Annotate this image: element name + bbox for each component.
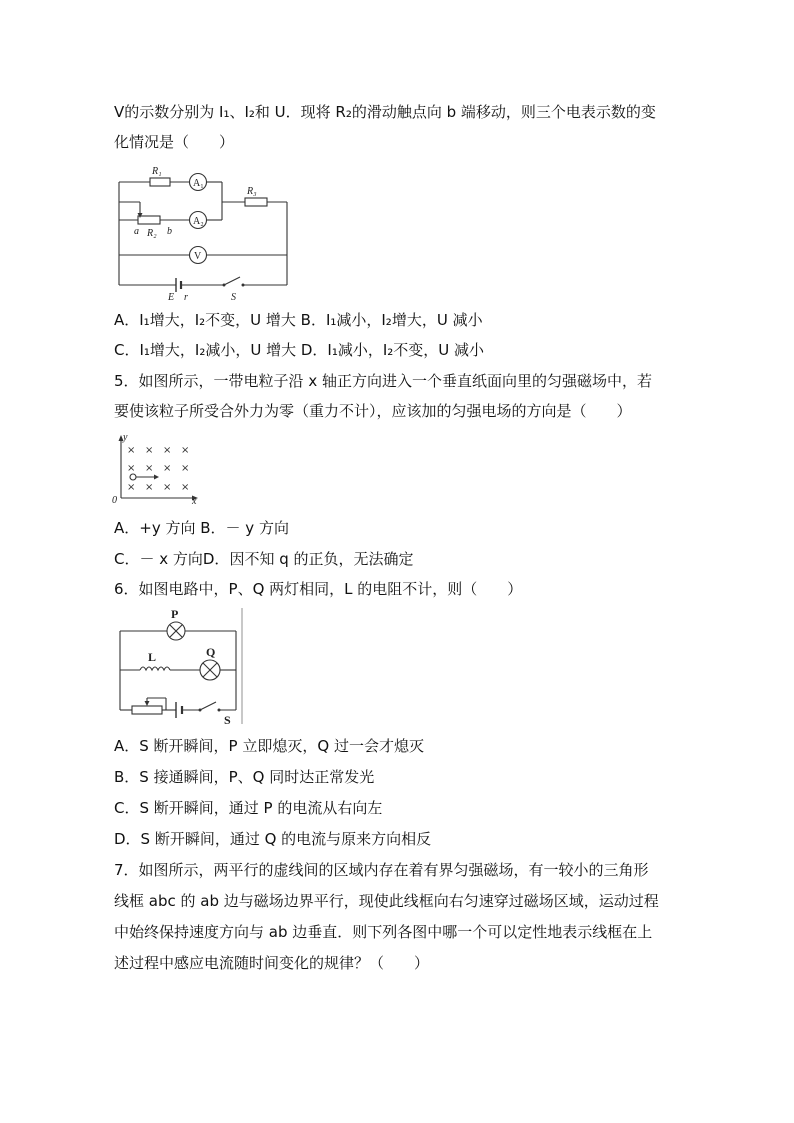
q5-options-line-1: A．+y 方向 B．－ y 方向	[114, 519, 289, 537]
q6-option-b: B．S 接通瞬间，P、Q 同时达正常发光	[114, 768, 375, 786]
q5-text-line-2: 要使该粒子所受合外力为零（重力不计），应该加的匀强电场的方向是（ ）	[114, 402, 632, 420]
label-a2: A₂	[193, 216, 204, 227]
q6-option-c: C．S 断开瞬间，通过 P 的电流从右向左	[114, 799, 383, 817]
label-b: b	[167, 226, 172, 237]
origin-label: 0	[112, 495, 117, 504]
label-a: a	[134, 226, 139, 237]
axis-x-label: x	[192, 496, 197, 504]
field-mark: ×	[127, 445, 136, 456]
label-r: r	[184, 292, 188, 300]
label-s: S	[224, 713, 231, 727]
q4-options-line-2: C．I₁增大，I₂减小，U 增大 D．I₁减小，I₂不变，U 减小	[114, 341, 485, 359]
q4-text-line-1: V的示数分别为 I₁、I₂和 U．现将 R₂的滑动触点向 b 端移动，则三个电表示数的变	[114, 103, 656, 121]
q7-text-line-3: 中始终保持速度方向与 ab 边垂直．则下列各图中哪一个可以定性地表示线框在上	[114, 923, 653, 941]
label-r2: R₂	[147, 228, 157, 239]
q4-text-line-2: 化情况是（ ）	[114, 133, 235, 151]
field-mark: ×	[181, 482, 190, 493]
label-a1: A₁	[193, 178, 204, 189]
field-mark: ×	[181, 445, 190, 456]
field-mark: ×	[181, 463, 190, 474]
q7-text-line-4: 述过程中感应电流随时间变化的规律？（ ）	[114, 954, 430, 972]
q7-text-line-2: 线框 abc 的 ab 边与磁场边界平行，现使此线框向右匀速穿过磁场区域，运动过程	[114, 892, 659, 910]
q5-options-line-2: C．－ x 方向D．因不知 q 的正负，无法确定	[114, 550, 414, 568]
field-mark: ×	[163, 482, 172, 493]
field-mark: ×	[163, 445, 172, 456]
label-p: P	[171, 607, 179, 621]
field-mark: ×	[163, 463, 172, 474]
q7-text-line-1: 7．如图所示，两平行的虚线间的区域内存在着有界匀强磁场，有一较小的三角形	[114, 861, 649, 879]
label-q: Q	[206, 645, 216, 659]
label-l: L	[148, 650, 157, 664]
label-s: S	[231, 292, 236, 300]
q5-magnetic-field-diagram	[112, 432, 202, 504]
label-v: V	[194, 251, 202, 262]
q5-text-line-1: 5．如图所示，一带电粒子沿 x 轴正方向进入一个垂直纸面向里的匀强磁场中，若	[114, 372, 652, 390]
field-mark: ×	[127, 482, 136, 493]
field-mark: ×	[145, 482, 154, 493]
label-r1: R₁	[152, 166, 162, 177]
q6-text-line-1: 6．如图电路中，P、Q 两灯相同，L 的电阻不计，则（ ）	[114, 580, 523, 598]
axis-y-label: y	[123, 432, 128, 443]
field-mark: ×	[145, 463, 154, 474]
q6-option-d: D．S 断开瞬间，通过 Q 的电流与原来方向相反	[114, 830, 432, 848]
q6-circuit-diagram	[112, 606, 247, 728]
q4-circuit-diagram	[112, 160, 302, 300]
q6-option-a: A．S 断开瞬间，P 立即熄灭，Q 过一会才熄灭	[114, 737, 424, 755]
q4-options-line-1: A．I₁增大，I₂不变，U 增大 B．I₁减小，I₂增大，U 减小	[114, 311, 483, 329]
label-r3: R₃	[247, 186, 257, 197]
field-mark: ×	[145, 445, 154, 456]
field-mark: ×	[127, 463, 136, 474]
label-e: E	[168, 292, 175, 300]
